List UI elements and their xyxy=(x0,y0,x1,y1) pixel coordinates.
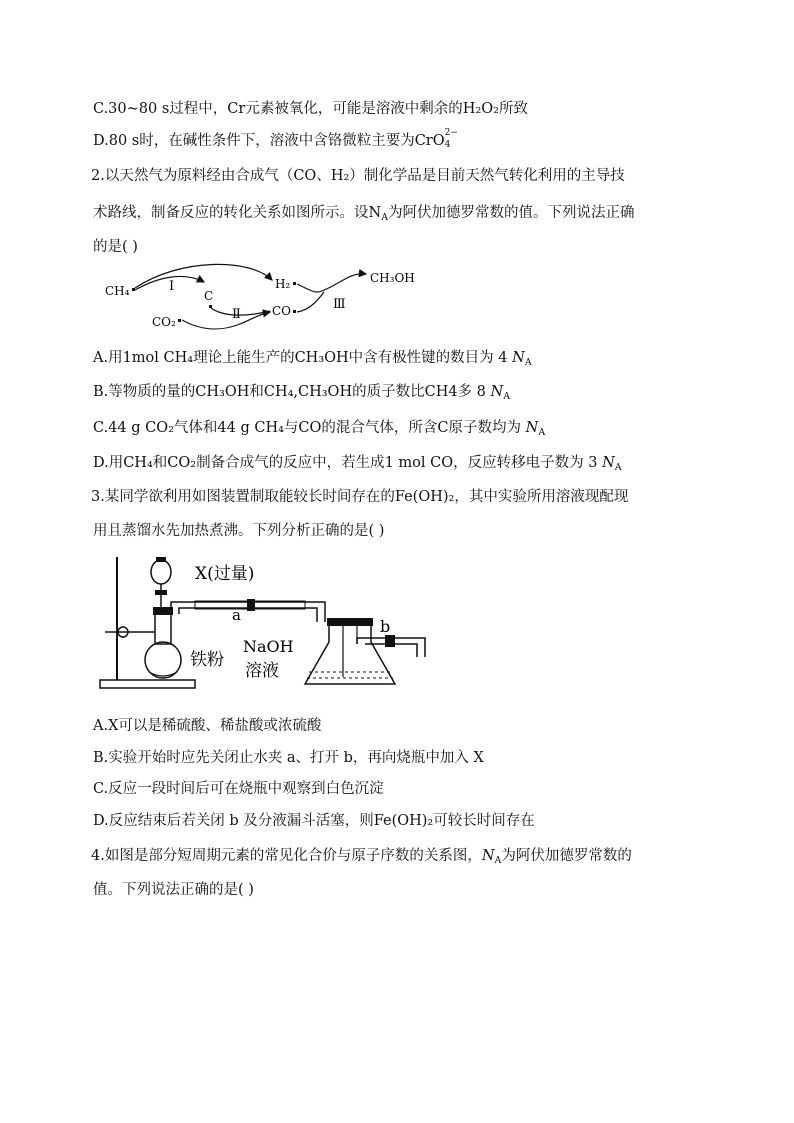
option-1C: C.30~80 s过程中，Cr元素被氧化，可能是溶液中剩余的H₂O₂所致 xyxy=(93,101,528,117)
co-label: CO xyxy=(272,304,292,318)
ch3oh-label: CH₃OH xyxy=(370,271,415,285)
question-4-line-1: 4.如图是部分短周期元素的常见化合价与原子序数的关系图，$N_A$为阿伏加德罗常数的 xyxy=(91,848,632,866)
option-2C: C.44 g CO₂气体和44 g CH₄与CO的混合气体，所含C原子数均为 $N_A$ xyxy=(93,420,546,438)
question-2-line-2: 术路线，制备反应的转化关系如图所示。设$N_A$为阿伏加德罗常数的值。下列说法正确 xyxy=(93,205,635,223)
option-2A: A.用1mol CH₄理论上能生产的CH₃OH中含有极性键的数目为 4 $N_A$ xyxy=(93,350,532,368)
option-2D: D.用CH₄和CO₂制备合成气的反应中，若生成1 mol CO，反应转移电子数为 3 $N_A$ xyxy=(93,455,622,473)
question-4-line-2: 值。下列说法正确的是( ) xyxy=(93,882,254,898)
question-2-line-1: 2.以天然气为原料经由合成气（CO、H₂）制化学品是目前天然气转化利用的主导技 xyxy=(91,168,625,184)
c-label: C xyxy=(204,289,214,303)
arrow-h2-co-to-ch3oh xyxy=(297,274,366,292)
h2-label: H₂ xyxy=(275,277,291,291)
clamp-b-label: b xyxy=(380,617,391,636)
option-2B: B.等物质的量的CH₃OH和CH₄,CH₃OH的质子数比CH4多 8 $N_A$ xyxy=(93,384,511,402)
step-2-label: Ⅱ xyxy=(232,307,241,322)
step-3-label: Ⅲ xyxy=(333,297,346,312)
naoh-label: NaOH xyxy=(243,637,294,656)
clamp-a-label: a xyxy=(232,606,241,624)
option-3B: B.实验开始时应先关闭止水夹 a、打开 b，再向烧瓶中加入 X xyxy=(93,750,484,766)
iron-powder-label: 铁粉 xyxy=(190,650,224,670)
question-3-line-1: 3.某同学欲利用如图装置制取能较长时间存在的Fe(OH)₂，其中实验所用溶液现配现 xyxy=(91,489,629,505)
step-1-label: Ⅰ xyxy=(169,279,175,294)
option-3D: D.反应结束后若关闭 b 及分液漏斗活塞，则Fe(OH)₂可较长时间存在 xyxy=(93,813,535,829)
apparatus-diagram xyxy=(95,552,435,697)
solution-label: 溶液 xyxy=(245,661,279,681)
option-1D: D.80 s时，在碱性条件下，溶液中含铬微粒主要为CrO 2− 4 xyxy=(93,128,458,150)
co2-label: CO₂ xyxy=(152,315,176,329)
arrow-ch4-to-h2 xyxy=(135,264,272,288)
conversion-diagram xyxy=(100,258,430,338)
question-2-line-3: 的是( ) xyxy=(93,239,138,255)
question-3-line-2: 用且蒸馏水先加热煮沸。下列分析正确的是( ) xyxy=(93,523,385,539)
option-3A: A.X可以是稀硫酸、稀盐酸或浓硫酸 xyxy=(93,718,322,734)
option-3C: C.反应一段时间后可在烧瓶中观察到白色沉淀 xyxy=(93,781,384,797)
arrow-co-join xyxy=(297,292,324,312)
x-excess-label: X(过量) xyxy=(195,564,255,584)
ch4-label: CH₄ xyxy=(105,284,130,298)
